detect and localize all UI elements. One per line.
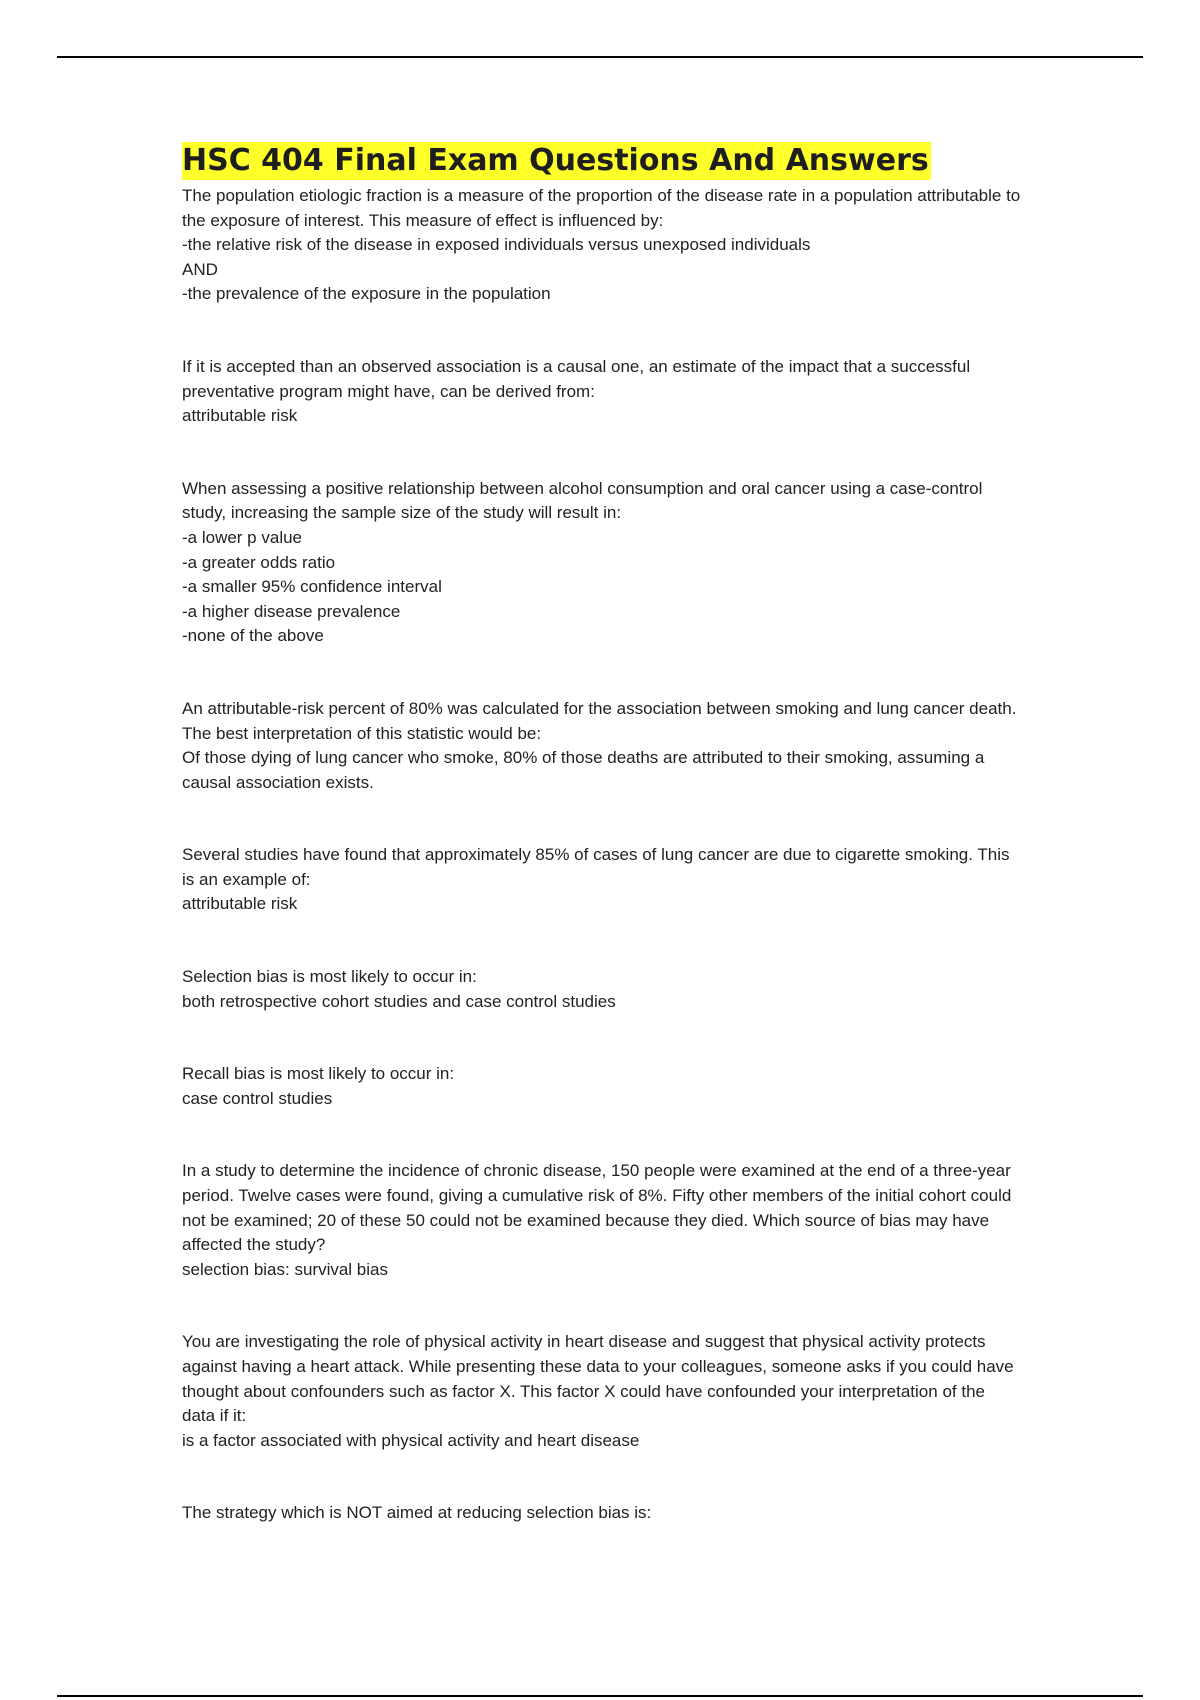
answer-line: -a greater odds ratio — [182, 552, 336, 572]
question-text: Recall bias is most likely to occur in: — [182, 1064, 455, 1084]
answer-line: attributable risk — [182, 894, 298, 914]
answer-line: attributable risk — [182, 406, 298, 426]
question-text: An attributable-risk percent of 80% was calculated for the association between smoking and lung cancer death. The best interpretation of this statistic would be: — [182, 698, 1017, 743]
question-text: Selection bias is most likely to occur in: — [182, 967, 477, 987]
answer-line: selection bias: survival bias — [182, 1259, 388, 1279]
question-text: The population etiologic fraction is a measure of the proportion of the disease rate in a population attributable to the exposure of interest. This measure of effect is influenced by: — [182, 186, 1021, 230]
qa-item-3 — [182, 477, 1022, 649]
question-text: The strategy which is NOT aimed at reducing selection bias is: — [182, 1503, 652, 1523]
qa-item-10 — [182, 1501, 1022, 1526]
answer-line: -a lower p value — [182, 527, 303, 547]
answer-line: -none of the above — [182, 626, 324, 646]
answer-line: -a smaller 95% confidence interval — [182, 577, 442, 597]
question-text: Several studies have found that approximately 85% of cases of lung cancer are due to cigarette smoking. This is an example of: — [182, 845, 1010, 889]
answer-line: -the prevalence of the exposure in the population — [182, 284, 551, 304]
qa-item-8 — [182, 1159, 1022, 1282]
question-text: You are investigating the role of physical activity in heart disease and suggest that physical activity protects against having a heart attack. While presenting these data to your colleagues, someone asks if you could have thought about confounders such as factor X. This factor X could have confounded your interpretation of the data if it: — [182, 1332, 1014, 1426]
top-rule — [57, 56, 1143, 58]
document-body — [182, 142, 1022, 1526]
answer-line: is a factor associated with physical activity and heart disease — [182, 1430, 640, 1450]
question-text: In a study to determine the incidence of chronic disease, 150 people were examined at the end of a three-year period. Twelve cases were found, giving a cumulative risk of 8%. Fifty other members of the initial cohort could not be examined; 20 of these 50 could not be examined because they died. Which source of bias may have affected the study? — [182, 1161, 1012, 1255]
qa-item-7 — [182, 1062, 1022, 1111]
question-text: When assessing a positive relationship between alcohol consumption and oral cancer using a case-control study, increasing the sample size of the study will result in: — [182, 478, 983, 523]
bottom-rule — [57, 1695, 1143, 1697]
qa-item-2 — [182, 355, 1022, 429]
qa-item-4 — [182, 697, 1022, 795]
qa-item-9 — [182, 1330, 1022, 1453]
answer-line: -a higher disease prevalence — [182, 601, 401, 621]
answer-line: both retrospective cohort studies and case control studies — [182, 991, 616, 1011]
page-title: HSC 404 Final Exam Questions And Answers — [182, 143, 929, 178]
answer-line: case control studies — [182, 1088, 333, 1108]
qa-item-6 — [182, 965, 1022, 1014]
answer-line: AND — [182, 259, 218, 279]
question-text: If it is accepted than an observed association is a causal one, an estimate of the impact that a successful preventative program might have, can be derived from: — [182, 356, 971, 401]
qa-item-5 — [182, 843, 1022, 917]
qa-item-1 — [182, 184, 1022, 307]
answer-line: -the relative risk of the disease in exposed individuals versus unexposed individuals — [182, 235, 811, 255]
answer-line: Of those dying of lung cancer who smoke, 80% of those deaths are attributed to their smoking, assuming a causal association exists. — [182, 748, 985, 792]
